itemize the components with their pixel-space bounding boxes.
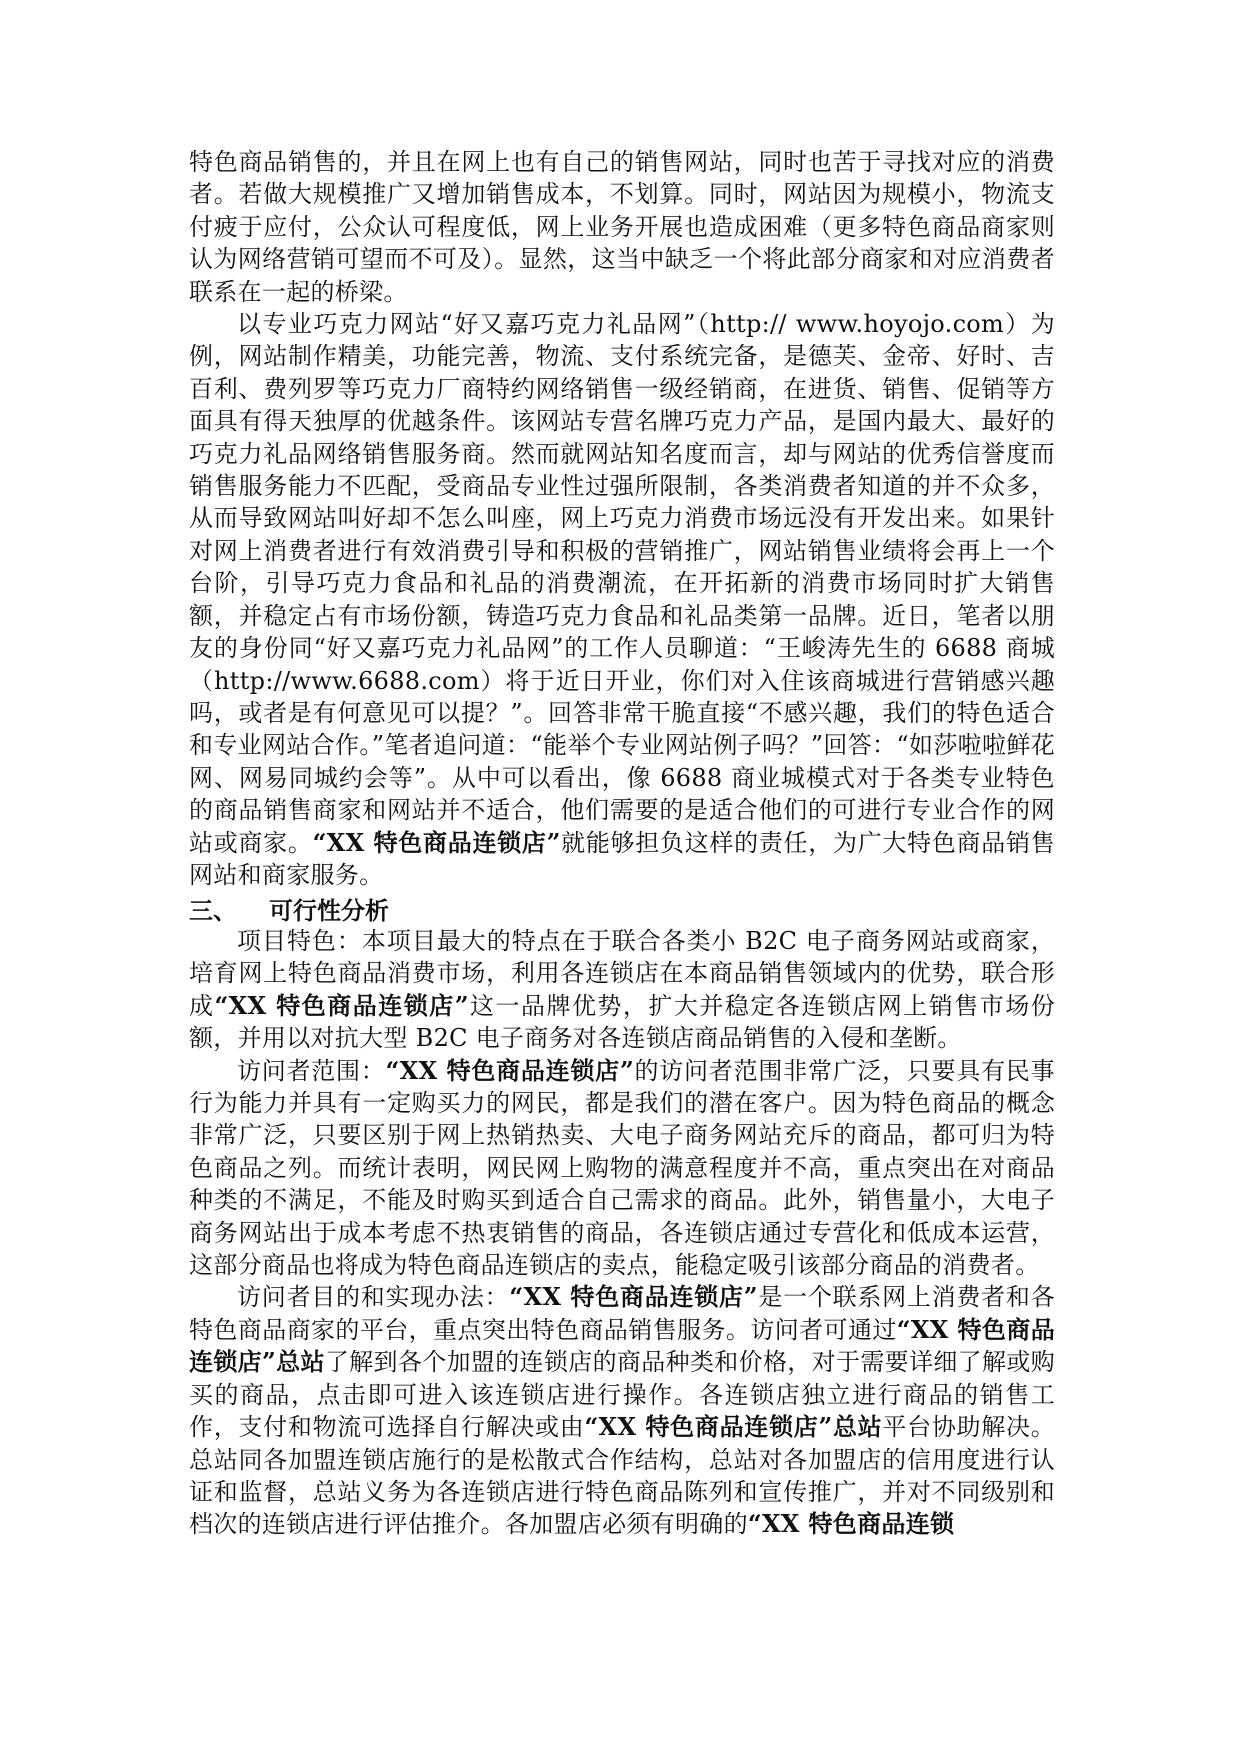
- paragraph-text: 项目特色：本项目最大的特点在于联合各类小 B2C 电子商务网站或商家，培育网上特色商品消费市场，利用各连锁店在本商品销售领域内的优势，联合形成: [189, 927, 1055, 1020]
- paragraph-text: 访问者范围：: [237, 1056, 386, 1085]
- brand-name-bold: “XX 特色商品连锁店”: [312, 827, 561, 857]
- section-heading: [189, 895, 389, 927]
- paragraph-continuation: [189, 146, 1055, 308]
- brand-name-bold: “XX 特色商品连锁店”总站: [584, 1412, 883, 1442]
- paragraph-text: 以专业巧克力网站“好又嘉巧克力礼品网”（http:// www.hoyojo.com）为例，网站制作精美，功能完善，物流、支付系统完备，是德芙、金帝、好时、吉百利、费列罗等巧克力厂商特约网络销售一级经销商，在进货、销售、促销等方面具有得天独厚的优越条件。该网站专营名牌巧克力产品，是国内最大、最好的巧克力礼品网络销售服务商。然而就网站知名度而言，却与网站的优秀信誉度而销售服务能力不匹配，受商品专业性过强所限制，各类消费者知道的并不众多，从而导致网站叫好却不怎么叫座，网上巧克力消费市场远没有开发出来。如果针对网上消费者进行有效消费引导和积极的营销推广，网站销售业绩将会再上一个台阶，引导巧克力食品和礼品的消费潮流，在开拓新的消费市场同时扩大销售额，并稳定占有市场份额，铸造巧克力食品和礼品类第一品牌。近日，笔者以朋友的身份同“好又嘉巧克力礼品网”的工作人员聊道：“王峻涛先生的 6688 商城（http://www.6688.com）将于近日开业，你们对入住该商城进行营销感兴趣吗，或者是有何意见可以提？”。回答非常干脆直接“不感兴趣，我们的特色适合和专业网站合作。”笔者追问道：“能举个专业网站例子吗？”回答：“如莎啦啦鲜花网、网易同城约会等”。从中可以看出，像 6688 商业城模式对于各类专业特色的商品销售商家和网站并不适合，他们需要的是适合他们的可进行专业合作的网站或商家。: [189, 310, 1055, 857]
- brand-name-bold: “XX 特色商品连锁店”: [214, 990, 469, 1020]
- brand-name-bold: “XX 特色商品连锁: [747, 1509, 955, 1539]
- body-text-bottom: [189, 925, 1055, 1541]
- paragraph-text: 平台协助解决。总站同各加盟连锁店施行的是松散式合作结构，总站对各加盟店的信用度进行认证和监督，总站义务为各连锁店进行特色商品陈列和宣传推广，并对不同级别和档次的连锁店进行评估推介。各加盟店必须有明确的: [189, 1413, 1055, 1539]
- brand-name-bold: “XX 特色商品连锁店”总站: [189, 1314, 1055, 1377]
- paragraph-visitor-purpose: [189, 1281, 1055, 1540]
- paragraph-text: 就能够担负这样的责任，为广大特色商品销售网站和商家服务。: [189, 828, 1055, 889]
- paragraph-text: 特色商品销售的，并且在网上也有自己的销售网站，同时也苦于寻找对应的消费者。若做大规模推广又增加销售成本，不划算。同时，网站因为规模小，物流支付疲于应付，公众认可程度低，网上业务开展也造成困难（更多特色商品商家则认为网络营销可望而不可及）。显然，这当中缺乏一个将此部分商家和对应消费者联系在一起的桥梁。: [189, 148, 1055, 306]
- brand-name-bold: “XX 特色商品连锁店”: [385, 1055, 635, 1085]
- paragraph-chocolate-example: [189, 308, 1055, 891]
- paragraph-text: 访问者目的和实现办法：: [237, 1283, 510, 1312]
- brand-name-bold: “XX 特色商品连锁店”: [509, 1282, 758, 1312]
- paragraph-text: 这一品牌优势，扩大并稳定各连锁店网上销售市场份额，并用以对抗大型 B2C 电子商务对各连锁店商品销售的入侵和垄断。: [189, 991, 1056, 1053]
- body-text-top: [189, 146, 1055, 891]
- paragraph-text: 是一个联系网上消费者和各特色商品商家的平台，重点突出特色商品销售服务。访问者可通过: [189, 1283, 1055, 1344]
- paragraph-visitor-scope: [189, 1055, 1055, 1282]
- section-title: 可行性分析: [269, 896, 389, 925]
- paragraph-text: 的访问者范围非常广泛，只要具有民事行为能力并具有一定购买力的网民，都是我们的潜在客户。因为特色商品的概念非常广泛，只要区别于网上热销热卖、大电子商务网站充斥的商品，都可归为特色商品之列。而统计表明，网民网上购物的满意程度并不高，重点突出在对商品种类的不满足，不能及时购买到适合自己需求的商品。此外，销售量小，大电子商务网站出于成本考虑不热衷销售的商品，各连锁店通过专营化和低成本运营，这部分商品也将成为特色商品连锁店的卖点，能稳定吸引该部分商品的消费者。: [189, 1056, 1055, 1280]
- paragraph-project-features: [189, 925, 1055, 1055]
- paragraph-text: 了解到各个加盟的连锁店的商品种类和价格，对于需要详细了解或购买的商品，点击即可进入该连锁店进行操作。各连锁店独立进行商品的销售工作，支付和物流可选择自行解决或由: [189, 1348, 1055, 1442]
- section-number: 三、: [189, 896, 237, 925]
